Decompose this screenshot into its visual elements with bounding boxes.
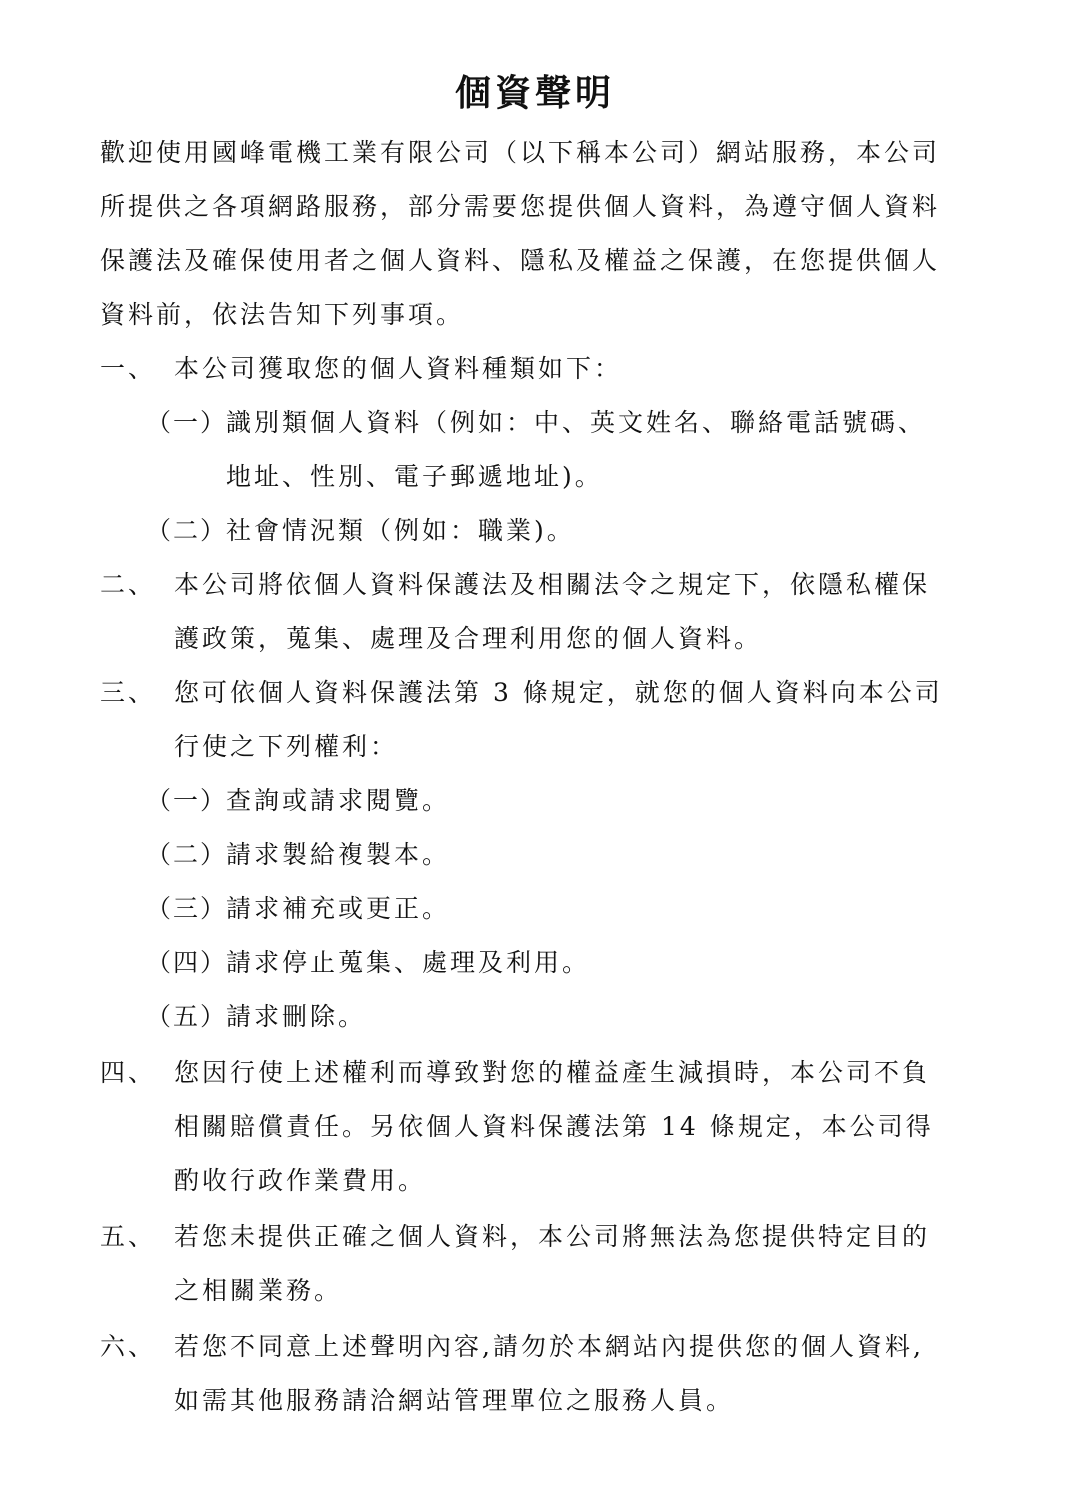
section-text <box>174 1320 924 1428</box>
section-number: 四、 <box>100 1058 157 1087</box>
subitem-number: （一） <box>146 786 228 815</box>
subitem-text <box>226 396 926 504</box>
intro-paragraph <box>100 126 980 342</box>
subitem-number: （三） <box>146 894 228 923</box>
subitem-text <box>226 882 450 936</box>
intro-line: 資料前，依法告知下列事項。 <box>100 300 465 329</box>
section-line: 護政策，蒐集、處理及合理利用您的個人資料。 <box>174 624 763 653</box>
section-line: 之相關業務。 <box>174 1276 343 1305</box>
subitem-line: 地址、性別、電子郵遞地址)。 <box>226 462 603 491</box>
page-title: 個資聲明 <box>454 72 615 114</box>
section-line: 本公司獲取您的個人資料種類如下： <box>174 354 623 383</box>
section-text <box>174 1046 934 1208</box>
section-line: 您可依個人資料保護法第 3 條規定，就您的個人資料向本公司 <box>174 678 943 707</box>
subitem-line: 查詢或請求閱覽。 <box>226 786 451 815</box>
subitem-text <box>226 504 575 558</box>
section-line: 本公司將依個人資料保護法及相關法令之規定下，依隱私權保 <box>174 570 931 599</box>
section-line: 如需其他服務請洽網站管理單位之服務人員。 <box>174 1386 735 1415</box>
section-number: 一、 <box>100 354 157 383</box>
subitem-number: （二） <box>146 840 228 869</box>
intro-line: 所提供之各項網路服務，部分需要您提供個人資料，為遵守個人資料 <box>100 192 941 221</box>
subitem-number: （四） <box>146 948 228 977</box>
intro-line: 歡迎使用國峰電機工業有限公司（以下稱本公司）網站服務，本公司 <box>100 138 941 167</box>
subitem-line: 識別類個人資料（例如：中、英文姓名、聯絡電話號碼、 <box>226 408 927 437</box>
section-line: 若您不同意上述聲明內容,請勿於本網站內提供您的個人資料, <box>174 1332 924 1361</box>
section-line: 行使之下列權利： <box>174 732 399 761</box>
intro-line: 保護法及確保使用者之個人資料、隱私及權益之保護，在您提供個人 <box>100 246 941 275</box>
section-line: 酌收行政作業費用。 <box>174 1166 427 1195</box>
section-number: 二、 <box>100 570 157 599</box>
subitem-line: 請求製給複製本。 <box>226 840 451 869</box>
subitem-text <box>226 990 366 1044</box>
subitem-number: （二） <box>146 516 228 545</box>
section-line: 您因行使上述權利而導致對您的權益產生減損時，本公司不負 <box>174 1058 931 1087</box>
section-line: 若您未提供正確之個人資料，本公司將無法為您提供特定目的 <box>174 1222 931 1251</box>
subitem-number: （五） <box>146 1002 228 1031</box>
section-number: 三、 <box>100 678 157 707</box>
subitem-line: 請求停止蒐集、處理及利用。 <box>226 948 591 977</box>
subitem-text <box>226 774 450 828</box>
section-text <box>174 1210 930 1318</box>
section-number: 五、 <box>100 1222 157 1251</box>
subitem-line: 請求刪除。 <box>226 1002 367 1031</box>
section-line: 相關賠償責任。另依個人資料保護法第 14 條規定，本公司得 <box>174 1112 934 1141</box>
subitem-line: 請求補充或更正。 <box>226 894 451 923</box>
section-number: 六、 <box>100 1332 157 1361</box>
section-text <box>174 558 930 666</box>
subitem-number: （一） <box>146 408 228 437</box>
section-text <box>174 666 943 774</box>
subitem-text <box>226 936 590 990</box>
section-text <box>174 342 622 396</box>
subitem-line: 社會情況類（例如：職業)。 <box>226 516 575 545</box>
subitem-text <box>226 828 450 882</box>
